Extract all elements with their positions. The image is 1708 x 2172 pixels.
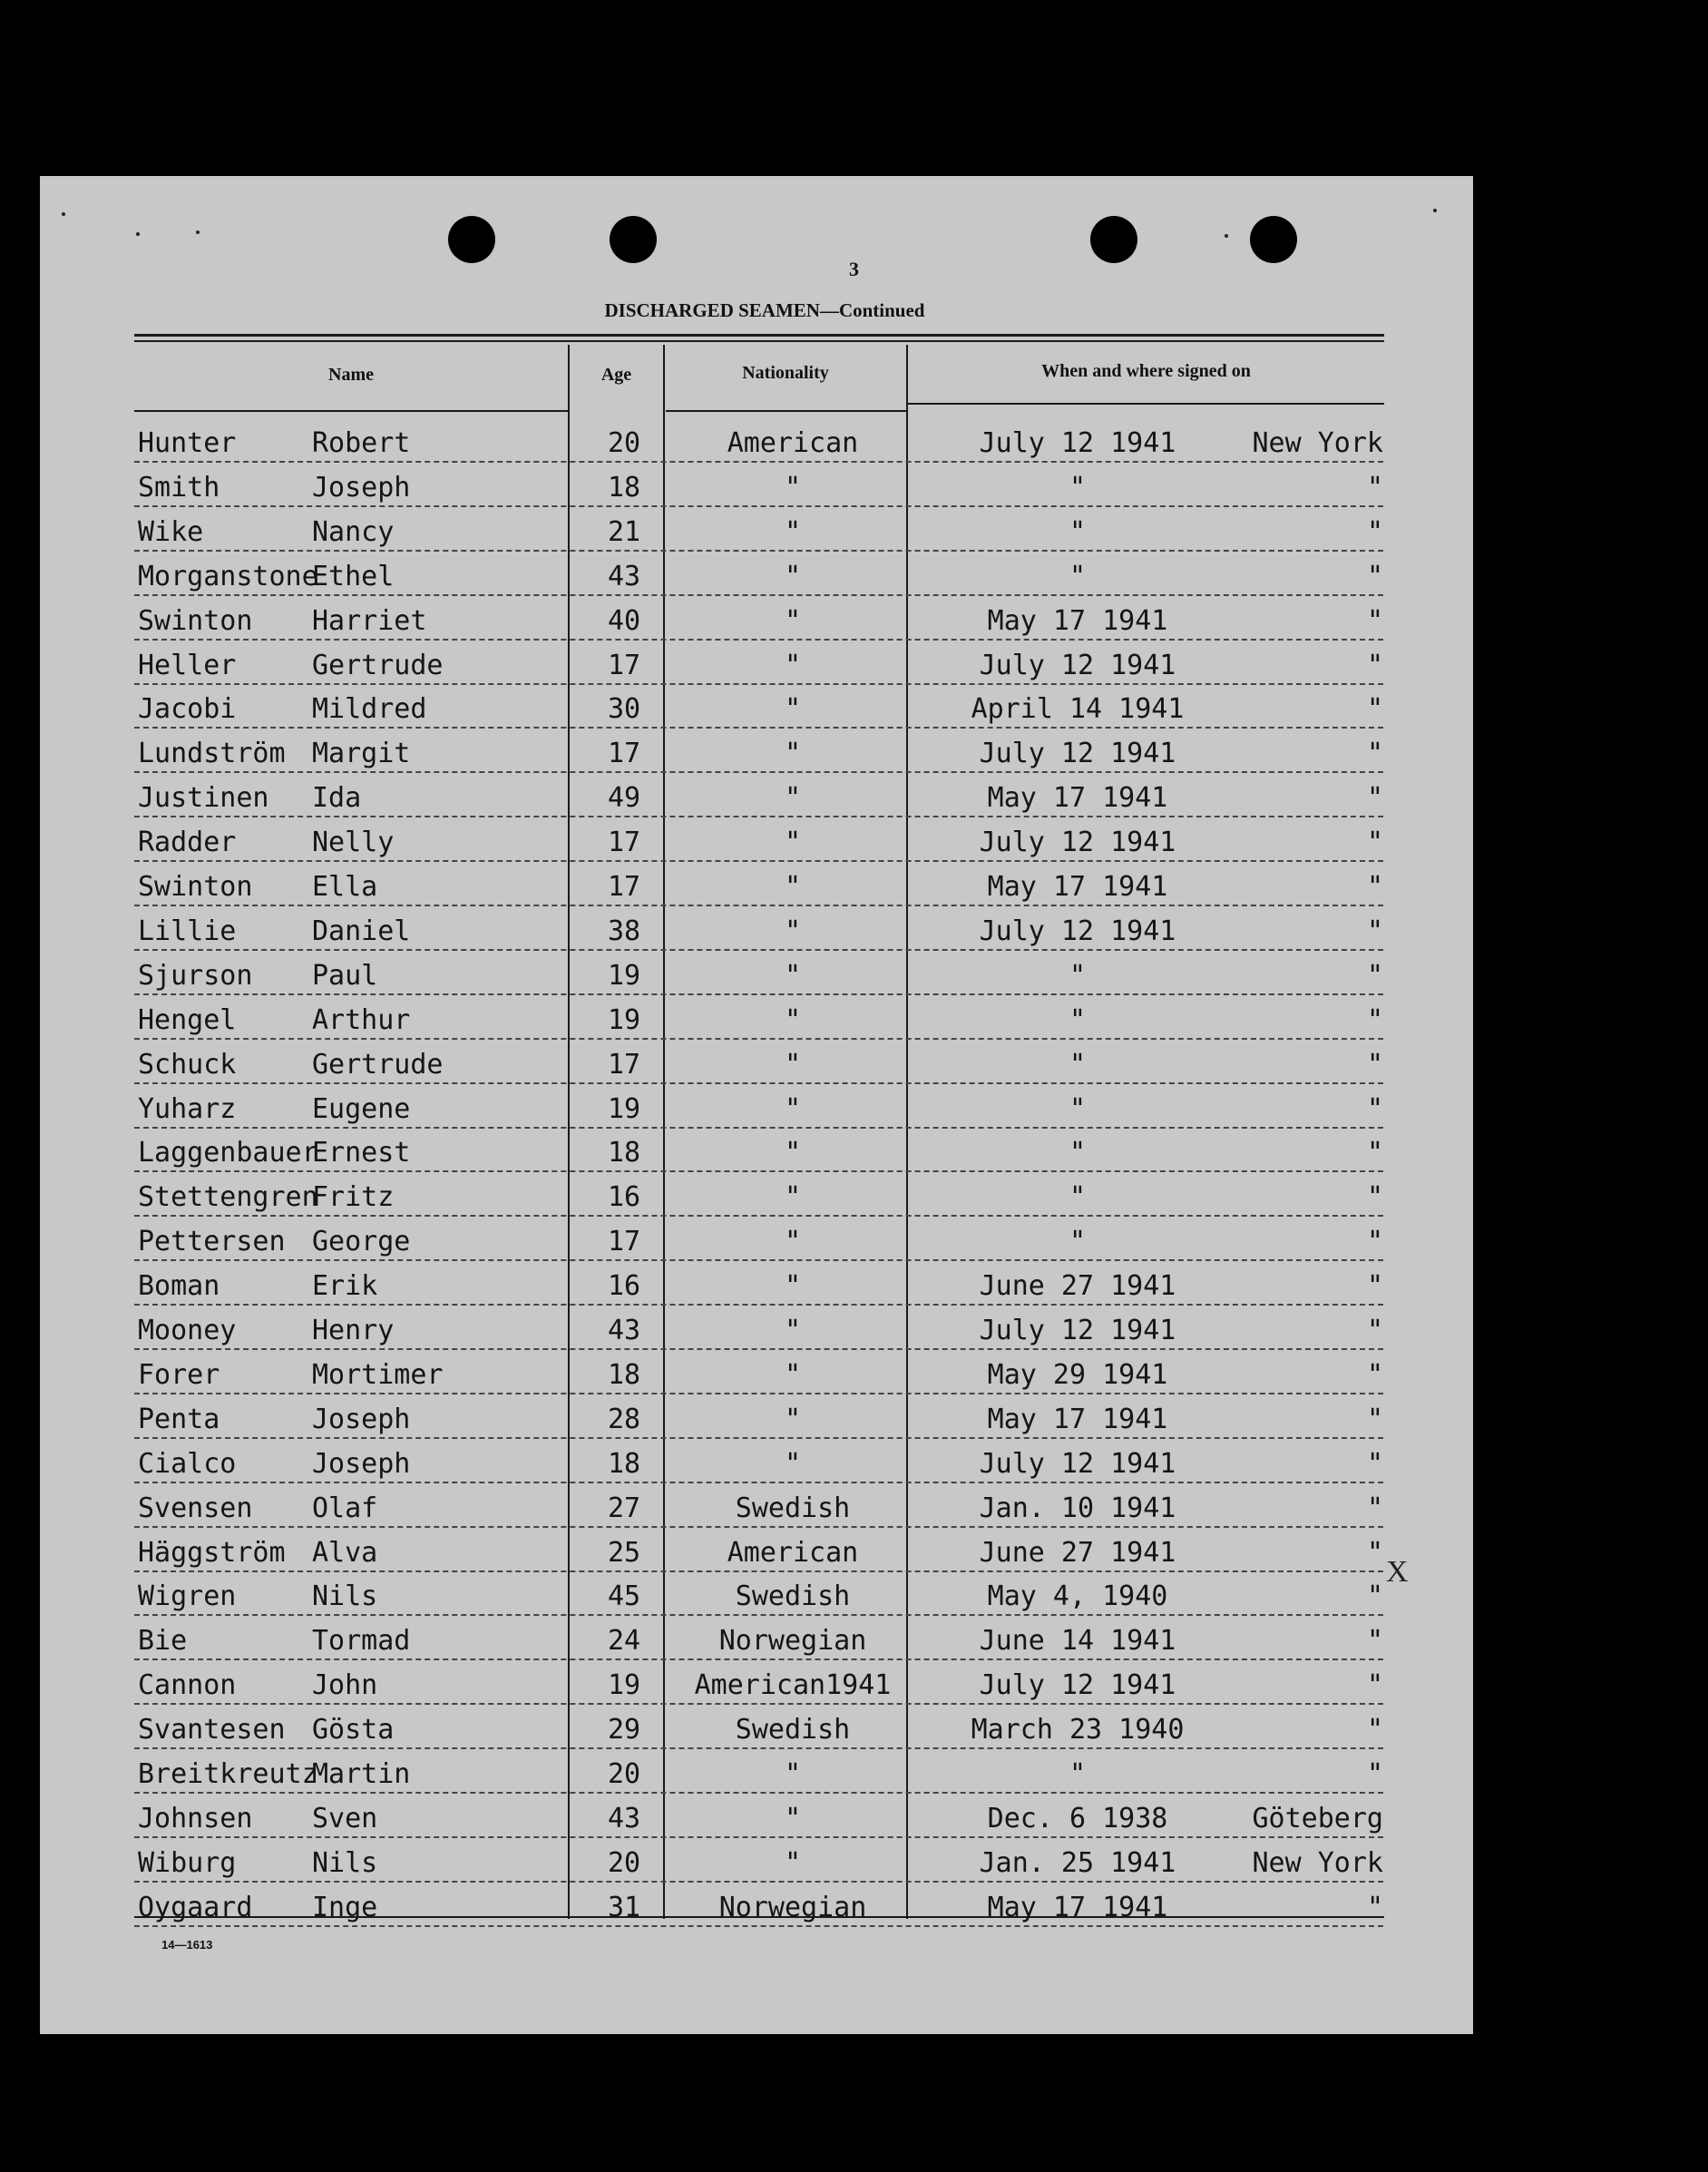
place-cell: " [1366, 561, 1383, 592]
column-header-nationality: Nationality [742, 363, 829, 383]
nationality-cell: Swedish [735, 1714, 851, 1746]
date-cell: June 14 1941 [979, 1625, 1176, 1657]
age-cell: 20 [607, 1847, 641, 1879]
place-cell: " [1366, 1004, 1383, 1036]
table-row [134, 647, 1383, 685]
nationality-cell: Norwegian [718, 1625, 867, 1657]
place-cell: " [1366, 1892, 1383, 1923]
surname-cell: Hunter [138, 427, 237, 459]
age-cell: 18 [607, 1137, 641, 1169]
place-cell: " [1366, 1537, 1383, 1569]
given-name-cell: Tormad [312, 1625, 411, 1657]
table-row [134, 1844, 1383, 1883]
page-title: DISCHARGED SEAMEN—Continued [604, 299, 925, 321]
place-cell: " [1366, 650, 1383, 681]
surname-cell: Swinton [138, 605, 253, 637]
place-cell: " [1366, 605, 1383, 637]
date-cell: " [1069, 1049, 1087, 1081]
surname-cell: Wigren [138, 1580, 237, 1612]
given-name-cell: Henry [312, 1315, 395, 1346]
surname-cell: Yuharz [138, 1093, 237, 1125]
age-cell: 38 [607, 915, 641, 947]
surname-cell: Hengel [138, 1004, 237, 1036]
given-name-cell: Inge [312, 1892, 378, 1923]
age-cell: 28 [607, 1404, 641, 1435]
nationality-cell: " [784, 472, 802, 504]
surname-cell: Penta [138, 1404, 220, 1435]
date-cell: Jan. 25 1941 [979, 1847, 1176, 1879]
surname-cell: Boman [138, 1270, 220, 1302]
nationality-cell: " [784, 693, 802, 725]
table-row [134, 1889, 1383, 1927]
date-cell: May 17 1941 [987, 782, 1168, 814]
given-name-cell: Gertrude [312, 1049, 444, 1081]
nationality-cell: " [784, 1448, 802, 1480]
table-row [134, 1800, 1383, 1838]
given-name-cell: Nelly [312, 827, 395, 858]
place-cell: " [1366, 1669, 1383, 1701]
place-cell: " [1366, 1448, 1383, 1480]
table-row [134, 514, 1383, 552]
given-name-cell: Ethel [312, 561, 395, 592]
date-cell: July 12 1941 [979, 1448, 1176, 1480]
given-name-cell: Harriet [312, 605, 427, 637]
table-row [134, 868, 1383, 906]
page-number: 3 [849, 258, 859, 280]
given-name-cell: Erik [312, 1270, 378, 1302]
table-row [134, 957, 1383, 995]
punch-hole [1250, 216, 1297, 263]
surname-cell: Heller [138, 650, 237, 681]
given-name-cell: Arthur [312, 1004, 411, 1036]
paper-speck [1225, 234, 1228, 238]
given-name-cell: Ella [312, 871, 378, 903]
nationality-cell: " [784, 561, 802, 592]
age-cell: 19 [607, 960, 641, 992]
place-cell: " [1366, 1580, 1383, 1612]
age-cell: 17 [607, 1226, 641, 1257]
top-double-rule [134, 334, 1384, 337]
place-cell: " [1366, 1714, 1383, 1746]
age-cell: 20 [607, 1758, 641, 1790]
date-cell: May 17 1941 [987, 1404, 1168, 1435]
date-cell: " [1069, 1137, 1087, 1169]
age-cell: 43 [607, 561, 641, 592]
surname-cell: Laggenbauer [138, 1137, 318, 1169]
place-cell: " [1366, 1093, 1383, 1125]
place-cell: " [1366, 1359, 1383, 1391]
place-cell: " [1366, 871, 1383, 903]
nationality-cell: " [784, 1404, 802, 1435]
nationality-cell: " [784, 1270, 802, 1302]
date-cell: Dec. 6 1938 [987, 1803, 1168, 1834]
date-cell: May 4, 1940 [987, 1580, 1168, 1612]
table-row [134, 690, 1383, 729]
date-cell: " [1069, 1004, 1087, 1036]
top-double-rule [134, 340, 1384, 342]
table-row [134, 1002, 1383, 1040]
place-cell: " [1366, 1492, 1383, 1524]
date-cell: " [1069, 960, 1087, 992]
date-cell: July 12 1941 [979, 1315, 1176, 1346]
surname-cell: Wiburg [138, 1847, 237, 1879]
date-cell: " [1069, 1181, 1087, 1213]
margin-mark: X [1386, 1555, 1409, 1589]
nationality-cell: " [784, 1315, 802, 1346]
given-name-cell: Joseph [312, 1448, 411, 1480]
date-cell: March 23 1940 [971, 1714, 1185, 1746]
paper-speck [62, 212, 65, 216]
place-cell: " [1366, 1181, 1383, 1213]
age-cell: 21 [607, 516, 641, 548]
place-cell: " [1366, 472, 1383, 504]
given-name-cell: Fritz [312, 1181, 395, 1213]
given-name-cell: Nils [312, 1580, 378, 1612]
nationality-cell: " [784, 1847, 802, 1879]
surname-cell: Mooney [138, 1315, 237, 1346]
date-cell: May 17 1941 [987, 605, 1168, 637]
table-row [134, 1312, 1383, 1350]
given-name-cell: Sven [312, 1803, 378, 1834]
place-cell: New York [1252, 1847, 1383, 1879]
surname-cell: Oygaard [138, 1892, 253, 1923]
age-cell: 20 [607, 427, 641, 459]
age-cell: 18 [607, 1359, 641, 1391]
nationality-cell: American [727, 427, 859, 459]
age-cell: 25 [607, 1537, 641, 1569]
given-name-cell: Mortimer [312, 1359, 444, 1391]
surname-cell: Justinen [138, 782, 269, 814]
date-cell: July 12 1941 [979, 427, 1176, 459]
surname-cell: Smith [138, 472, 220, 504]
table-row [134, 779, 1383, 817]
table-row [134, 913, 1383, 951]
age-cell: 29 [607, 1714, 641, 1746]
given-name-cell: Nancy [312, 516, 395, 548]
place-cell: " [1366, 960, 1383, 992]
table-row [134, 1134, 1383, 1172]
surname-cell: Swinton [138, 871, 253, 903]
table-row [134, 1445, 1383, 1483]
given-name-cell: Gösta [312, 1714, 395, 1746]
nationality-cell: " [784, 960, 802, 992]
table-row [134, 602, 1383, 641]
given-name-cell: Joseph [312, 472, 411, 504]
surname-cell: Lillie [138, 915, 237, 947]
date-cell: " [1069, 1093, 1087, 1125]
surname-cell: Breitkreutz [138, 1758, 318, 1790]
header-rule [907, 403, 1384, 405]
nationality-cell: " [784, 1758, 802, 1790]
date-cell: July 12 1941 [979, 738, 1176, 769]
nationality-cell: " [784, 782, 802, 814]
age-cell: 16 [607, 1270, 641, 1302]
table-row [134, 1091, 1383, 1129]
date-cell: July 12 1941 [979, 915, 1176, 947]
place-cell: Göteberg [1252, 1803, 1383, 1834]
form-number: 14—1613 [161, 1938, 213, 1952]
age-cell: 43 [607, 1803, 641, 1834]
date-cell: " [1069, 1226, 1087, 1257]
nationality-cell: " [784, 1359, 802, 1391]
surname-cell: Jacobi [138, 693, 237, 725]
age-cell: 18 [607, 1448, 641, 1480]
nationality-cell: Norwegian [718, 1892, 867, 1923]
age-cell: 31 [607, 1892, 641, 1923]
age-cell: 17 [607, 871, 641, 903]
age-cell: 16 [607, 1181, 641, 1213]
date-cell: " [1069, 1758, 1087, 1790]
table-row [134, 425, 1383, 463]
surname-cell: Svensen [138, 1492, 253, 1524]
punch-hole [448, 216, 495, 263]
table-row [134, 1667, 1383, 1705]
nationality-cell: American1941 [694, 1669, 892, 1701]
date-cell: Jan. 10 1941 [979, 1492, 1176, 1524]
column-header-age: Age [600, 365, 632, 385]
place-cell: " [1366, 1049, 1383, 1081]
surname-cell: Sjurson [138, 960, 253, 992]
surname-cell: Svantesen [138, 1714, 286, 1746]
surname-cell: Forer [138, 1359, 220, 1391]
nationality-cell: " [784, 1803, 802, 1834]
nationality-cell: " [784, 915, 802, 947]
date-cell: July 12 1941 [979, 827, 1176, 858]
place-cell: " [1366, 782, 1383, 814]
punch-hole [610, 216, 657, 263]
date-cell: May 17 1941 [987, 871, 1168, 903]
age-cell: 17 [607, 650, 641, 681]
table-row [134, 558, 1383, 596]
surname-cell: Cannon [138, 1669, 237, 1701]
date-cell: April 14 1941 [971, 693, 1185, 725]
date-cell: June 27 1941 [979, 1537, 1176, 1569]
given-name-cell: John [312, 1669, 378, 1701]
age-cell: 40 [607, 605, 641, 637]
age-cell: 24 [607, 1625, 641, 1657]
age-cell: 17 [607, 1049, 641, 1081]
surname-cell: Cialco [138, 1448, 237, 1480]
place-cell: " [1366, 738, 1383, 769]
column-header-signed-on: When and where signed on [1041, 361, 1251, 381]
table-row [134, 1401, 1383, 1439]
age-cell: 27 [607, 1492, 641, 1524]
nationality-cell: Swedish [735, 1580, 851, 1612]
given-name-cell: Ida [312, 782, 362, 814]
table-row [134, 1179, 1383, 1217]
nationality-cell: " [784, 738, 802, 769]
given-name-cell: Joseph [312, 1404, 411, 1435]
place-cell: New York [1252, 427, 1383, 459]
age-cell: 30 [607, 693, 641, 725]
table-row [134, 1223, 1383, 1261]
age-cell: 43 [607, 1315, 641, 1346]
header-rule [666, 410, 906, 412]
given-name-cell: Margit [312, 738, 411, 769]
given-name-cell: George [312, 1226, 411, 1257]
date-cell: July 12 1941 [979, 650, 1176, 681]
date-cell: " [1069, 561, 1087, 592]
age-cell: 17 [607, 738, 641, 769]
nationality-cell: " [784, 1004, 802, 1036]
given-name-cell: Eugene [312, 1093, 411, 1125]
nationality-cell: " [784, 1049, 802, 1081]
table-row [134, 1356, 1383, 1394]
place-cell: " [1366, 1404, 1383, 1435]
date-cell: " [1069, 516, 1087, 548]
place-cell: " [1366, 915, 1383, 947]
given-name-cell: Martin [312, 1758, 411, 1790]
date-cell: July 12 1941 [979, 1669, 1176, 1701]
place-cell: " [1366, 693, 1383, 725]
place-cell: " [1366, 827, 1383, 858]
nationality-cell: " [784, 1181, 802, 1213]
surname-cell: Radder [138, 827, 237, 858]
date-cell: May 17 1941 [987, 1892, 1168, 1923]
age-cell: 17 [607, 827, 641, 858]
given-name-cell: Ernest [312, 1137, 411, 1169]
given-name-cell: Gertrude [312, 650, 444, 681]
surname-cell: Häggström [138, 1537, 286, 1569]
column-header-name: Name [328, 365, 374, 385]
age-cell: 45 [607, 1580, 641, 1612]
age-cell: 19 [607, 1004, 641, 1036]
table-row [134, 1756, 1383, 1794]
age-cell: 18 [607, 472, 641, 504]
nationality-cell: " [784, 827, 802, 858]
date-cell: May 29 1941 [987, 1359, 1168, 1391]
age-cell: 49 [607, 782, 641, 814]
given-name-cell: Alva [312, 1537, 378, 1569]
nationality-cell: " [784, 650, 802, 681]
given-name-cell: Daniel [312, 915, 411, 947]
nationality-cell: Swedish [735, 1492, 851, 1524]
surname-cell: Morganstone [138, 561, 318, 592]
nationality-cell: " [784, 516, 802, 548]
table-row [134, 824, 1383, 862]
given-name-cell: Mildred [312, 693, 427, 725]
age-cell: 19 [607, 1093, 641, 1125]
place-cell: " [1366, 516, 1383, 548]
header-rule [134, 410, 568, 412]
table-row [134, 1046, 1383, 1084]
surname-cell: Johnsen [138, 1803, 253, 1834]
table-row [134, 1490, 1383, 1528]
paper-speck [1433, 209, 1437, 212]
given-name-cell: Robert [312, 427, 411, 459]
surname-cell: Pettersen [138, 1226, 286, 1257]
table-row [134, 1622, 1383, 1660]
surname-cell: Wike [138, 516, 204, 548]
table-row [134, 735, 1383, 773]
table-row [134, 469, 1383, 507]
nationality-cell: American [727, 1537, 859, 1569]
paper-speck [136, 232, 140, 236]
date-cell: " [1069, 472, 1087, 504]
table-row [134, 1267, 1383, 1306]
place-cell: " [1366, 1758, 1383, 1790]
date-cell: June 27 1941 [979, 1270, 1176, 1302]
given-name-cell: Olaf [312, 1492, 378, 1524]
nationality-cell: " [784, 871, 802, 903]
surname-cell: Lundström [138, 738, 286, 769]
paper-speck [196, 230, 200, 234]
place-cell: " [1366, 1226, 1383, 1257]
table-row [134, 1534, 1383, 1572]
place-cell: " [1366, 1625, 1383, 1657]
place-cell: " [1366, 1270, 1383, 1302]
table-row [134, 1578, 1383, 1616]
place-cell: " [1366, 1137, 1383, 1169]
punch-hole [1090, 216, 1137, 263]
surname-cell: Bie [138, 1625, 188, 1657]
age-cell: 19 [607, 1669, 641, 1701]
place-cell: " [1366, 1315, 1383, 1346]
nationality-cell: " [784, 1137, 802, 1169]
given-name-cell: Nils [312, 1847, 378, 1879]
nationality-cell: " [784, 1093, 802, 1125]
nationality-cell: " [784, 1226, 802, 1257]
surname-cell: Schuck [138, 1049, 237, 1081]
nationality-cell: " [784, 605, 802, 637]
surname-cell: Stettengren [138, 1181, 318, 1213]
given-name-cell: Paul [312, 960, 378, 992]
table-row [134, 1711, 1383, 1749]
